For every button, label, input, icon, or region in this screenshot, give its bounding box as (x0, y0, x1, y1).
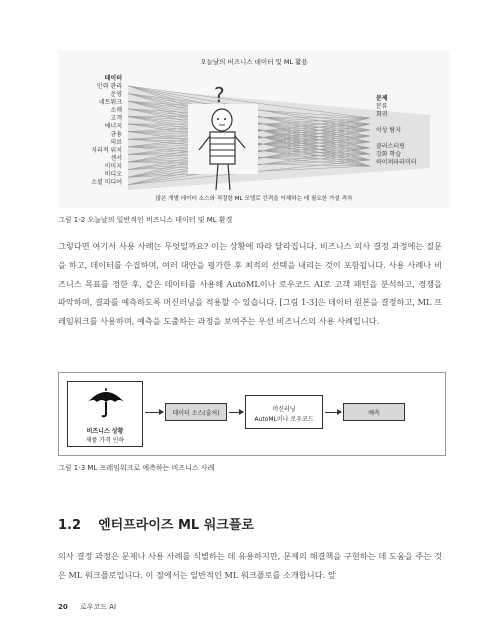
book-title: 로우코드 AI (79, 603, 117, 611)
left-label: 지리적 위치 (91, 147, 122, 154)
left-label: 고객 (110, 115, 122, 122)
business-situation-label: 비즈니스 상황 (86, 428, 124, 435)
data-header: 데이터 (104, 75, 122, 82)
machine-learning-box (245, 395, 323, 429)
figure-caption: 그림 1-2 오늘날의 일반적인 비즈니스 데이터 및 ML 환경 (58, 216, 233, 224)
left-label: 운영 (110, 91, 122, 98)
right-label: 하이퍼파라미터 (376, 159, 417, 166)
page-footer (58, 602, 116, 612)
question-mark-icon: ? (214, 83, 225, 107)
prediction-label: 예측 (368, 410, 380, 417)
machine-learning-label: 머신러닝 (272, 406, 296, 413)
left-label: 금융 (110, 131, 122, 138)
business-situation-box (67, 381, 143, 447)
umbrella-icon (86, 386, 126, 418)
section-number: 1.2 (58, 518, 82, 533)
flow-arrow (229, 412, 243, 413)
left-label: 소매 (110, 107, 122, 114)
figure-title: 오늘날의 비즈니스 데이터 및 ML 활용 (200, 58, 308, 66)
left-label: 비디오 (104, 171, 122, 178)
figure-description: 많은 개별 데이터 소스와 적절한 ML 모델로 간격을 이해하는 데 필요한 가설 격차 (155, 196, 353, 202)
right-label: 회귀 (376, 111, 388, 118)
left-label: 의료 (110, 139, 122, 146)
right-label: 강화 학습 (376, 151, 402, 158)
section-title: 엔터프라이즈 ML 워크플로 (98, 518, 254, 533)
section-heading (58, 514, 254, 533)
data-source-box (165, 403, 227, 421)
body-paragraph: 그렇다면 여기서 사용 사례는 무엇일까요? 이는 상황에 따라 달라집니다. 비즈니스 의사 결정 과정에는 질문을 하고, 데이터를 수집하며, 여러 대안을 평가한 후 최적의 선택을 내리는 것이 포함됩니다. 사용 사례나 비즈니스 목표를 정한 후, 같은 데이터를 사용해 AutoML이나 로우코드 AI로 고객 패턴을 분석하고, 경쟁을 파악하며, 결과를 예측하도록 머신러닝을 적용할 수 있습니다. [그림 1-3]은 데이터 원본을 결정하고, ML 프레임워크를 사용하며, 예측을 도출하는 과정을 보여주는 우선 비즈니스의 사용 사례입니다. (58, 241, 442, 327)
figure-business-ml-landscape (58, 50, 450, 208)
figure-ml-framework-flow (58, 372, 446, 456)
machine-learning-sub: AutoML이나 로우코드 (254, 416, 314, 423)
body-paragraph: 의사 결정 과정은 문제나 사용 사례를 식별하는 데 유용하지만, 문제의 해결책을 구현하는 데 도움을 주는 것은 ML 워크플로입니다. 이 절에서는 일반적인 ML 워크플로를 소개합니다. 앞 (58, 551, 442, 580)
left-label: 이미지 (104, 163, 122, 170)
problem-header: 문제 (376, 95, 388, 102)
left-label: 소셜 미디어 (91, 179, 122, 186)
business-situation-sub: 제품 가격 인하 (85, 437, 125, 444)
figure-caption: 그림 1-3 ML 프레임워크로 예측하는 비즈니스 사례 (58, 464, 215, 472)
flow-arrow (325, 412, 341, 413)
figure-illustration (58, 50, 450, 208)
data-source-label: 데이터 소스(출처) (172, 410, 220, 417)
left-label: 에너지 (104, 123, 122, 130)
right-label: 이상 탐지 (376, 127, 402, 134)
prediction-box (343, 403, 405, 421)
left-label: 네트워크 (98, 99, 122, 106)
right-label: 클러스터링 (376, 143, 405, 150)
flow-arrow (145, 412, 163, 413)
right-label: 분류 (376, 103, 388, 110)
page-number: 20 (58, 603, 68, 611)
left-label: 센서 (110, 155, 122, 162)
left-label: 인력 관리 (96, 83, 122, 90)
